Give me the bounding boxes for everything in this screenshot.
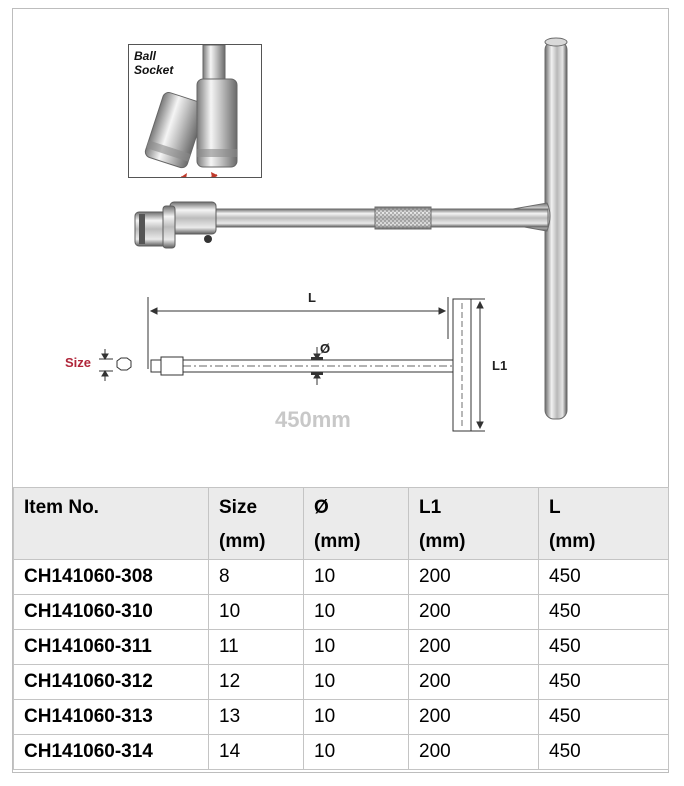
diameter-cell: 10 bbox=[304, 595, 409, 630]
item-number-cell: CH141060-314 bbox=[14, 735, 209, 770]
header-l-line1: L bbox=[549, 497, 561, 518]
l-cell: 450 bbox=[539, 630, 669, 665]
item-number-cell: CH141060-310 bbox=[14, 595, 209, 630]
table-header-row bbox=[14, 488, 669, 560]
knurled-grip bbox=[375, 207, 431, 229]
l1-cell: 200 bbox=[409, 700, 539, 735]
callout-label bbox=[134, 49, 173, 77]
size-label: Size bbox=[65, 355, 92, 370]
size-cell: 8 bbox=[209, 560, 304, 595]
l1-cell: 200 bbox=[409, 630, 539, 665]
ball-socket-callout bbox=[128, 44, 262, 178]
l-cell: 450 bbox=[539, 595, 669, 630]
l-cell: 450 bbox=[539, 735, 669, 770]
l-cell: 450 bbox=[539, 700, 669, 735]
header-diameter-line1: Ø bbox=[314, 497, 329, 518]
table-row bbox=[14, 735, 669, 770]
item-number-cell: CH141060-313 bbox=[14, 700, 209, 735]
item-number-cell: CH141060-312 bbox=[14, 665, 209, 700]
product-frame bbox=[12, 8, 669, 773]
l1-cell: 200 bbox=[409, 560, 539, 595]
size-cell: 11 bbox=[209, 630, 304, 665]
header-size-line1: Size bbox=[219, 497, 258, 518]
item-number-cell: CH141060-311 bbox=[14, 630, 209, 665]
header-size-unit: (mm) bbox=[219, 531, 266, 552]
table-row bbox=[14, 700, 669, 735]
header-item-no-line1: Item No. bbox=[24, 497, 99, 518]
header-l1 bbox=[409, 488, 539, 560]
l-cell: 450 bbox=[539, 665, 669, 700]
l1-cell: 200 bbox=[409, 595, 539, 630]
l1-cell: 200 bbox=[409, 665, 539, 700]
dimension-L1-label: L1 bbox=[492, 358, 508, 373]
diameter-cell: 10 bbox=[304, 700, 409, 735]
header-diameter-unit: (mm) bbox=[314, 531, 361, 552]
callout-label-line2: Socket bbox=[134, 63, 174, 77]
table-row bbox=[14, 560, 669, 595]
dimension-L-label: L bbox=[308, 290, 316, 305]
header-l bbox=[539, 488, 669, 560]
length-note: 450mm bbox=[275, 407, 351, 432]
header-item-no bbox=[14, 488, 209, 560]
header-l1-line1: L1 bbox=[419, 497, 442, 518]
product-figure bbox=[13, 9, 668, 487]
header-l-unit: (mm) bbox=[549, 531, 596, 552]
callout-label-line1: Ball bbox=[134, 49, 157, 63]
header-l1-unit: (mm) bbox=[419, 531, 466, 552]
diameter-cell: 10 bbox=[304, 560, 409, 595]
size-cell: 12 bbox=[209, 665, 304, 700]
item-number-cell: CH141060-308 bbox=[14, 560, 209, 595]
socket-head bbox=[135, 202, 216, 248]
l-cell: 450 bbox=[539, 560, 669, 595]
table-row bbox=[14, 665, 669, 700]
diameter-cell: 10 bbox=[304, 665, 409, 700]
specification-table bbox=[13, 487, 669, 770]
table-row bbox=[14, 595, 669, 630]
size-cell: 10 bbox=[209, 595, 304, 630]
header-size bbox=[209, 488, 304, 560]
l1-cell: 200 bbox=[409, 735, 539, 770]
table-row bbox=[14, 630, 669, 665]
size-cell: 14 bbox=[209, 735, 304, 770]
size-cell: 13 bbox=[209, 700, 304, 735]
diameter-cell: 10 bbox=[304, 630, 409, 665]
header-diameter bbox=[304, 488, 409, 560]
diameter-cell: 10 bbox=[304, 735, 409, 770]
dimension-diameter-label: Ø bbox=[320, 341, 331, 356]
